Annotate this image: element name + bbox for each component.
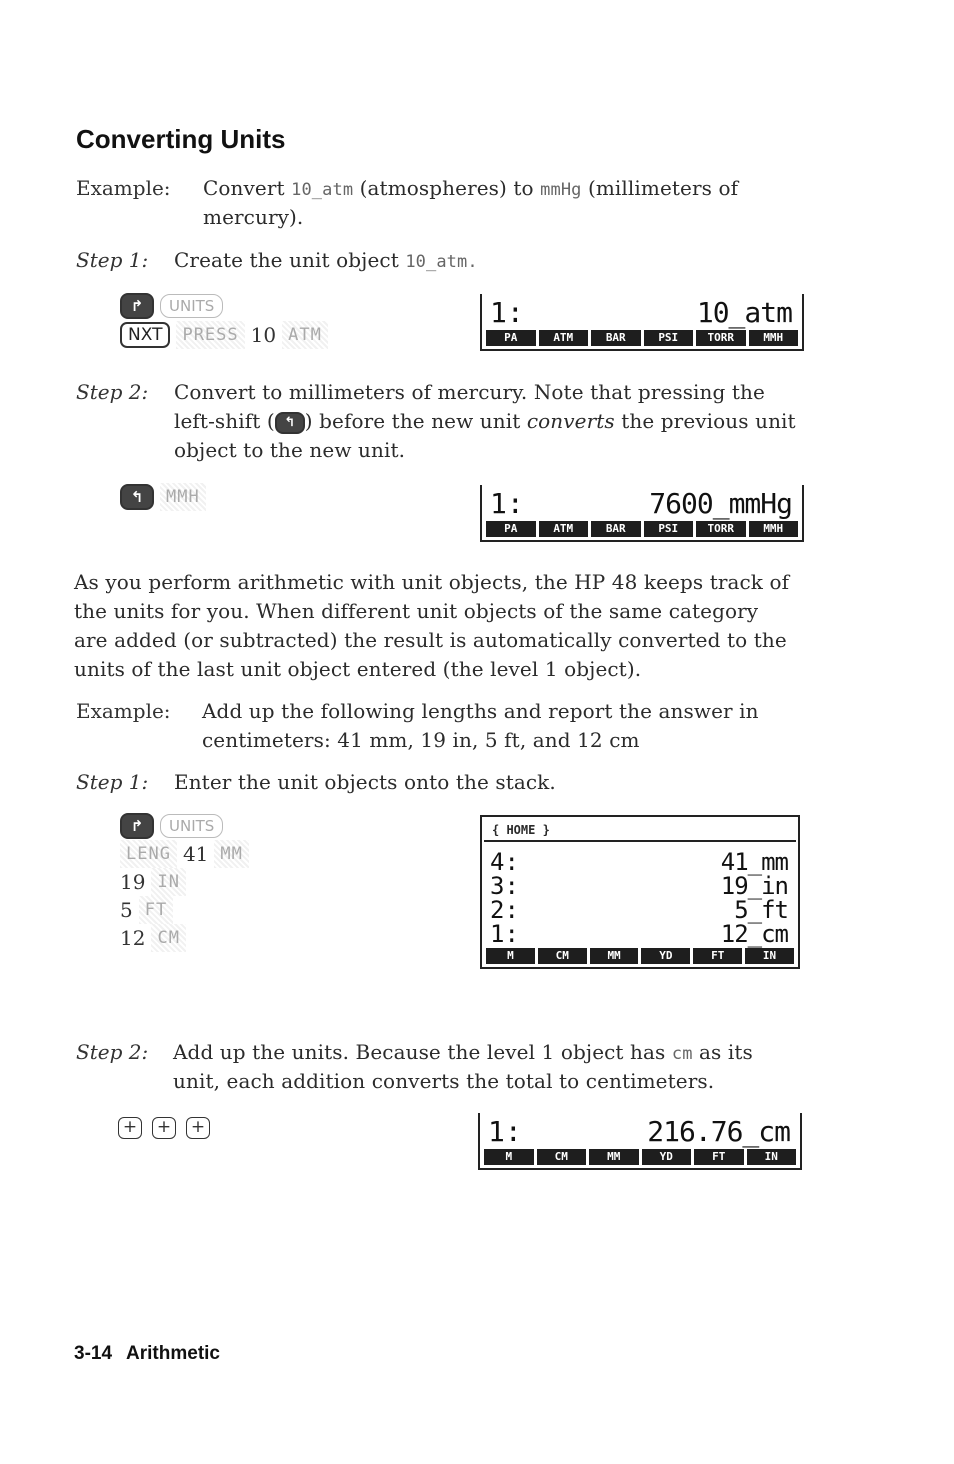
keystroke-line xyxy=(120,483,206,511)
calculator-display xyxy=(480,485,804,542)
stack-level-label: 1: xyxy=(488,1115,522,1148)
step-text-line2 xyxy=(174,407,796,436)
step-text-a: Create the unit object xyxy=(174,248,399,272)
keystroke-line xyxy=(118,1117,214,1139)
stack-level-1 xyxy=(482,485,802,521)
unit-object-10-atm: 10_atm xyxy=(291,180,354,200)
menu-cell[interactable]: ATM xyxy=(539,521,589,537)
step-text-a: left-shift ( xyxy=(174,409,275,433)
stack-value: 41_mm xyxy=(720,848,788,876)
units-menu-key[interactable]: UNITS xyxy=(160,814,223,838)
press-softkey[interactable]: PRESS xyxy=(176,321,244,349)
stack-level-label: 1: xyxy=(490,920,519,948)
unit-object-cm: cm xyxy=(671,1044,693,1064)
example-text-line1: Add up the following lengths and report the answer in xyxy=(202,699,759,723)
example-text-line2: centimeters: 41 mm, 19 in, 5 ft, and 12 cm xyxy=(202,728,640,752)
example-text-a: Convert xyxy=(203,176,285,200)
number-entry: 10 xyxy=(250,323,277,347)
step-text-line2: unit, each addition converts the total to centimeters. xyxy=(173,1069,715,1093)
step-text-b: as its xyxy=(699,1040,753,1064)
right-shift-key-icon[interactable]: ↱ xyxy=(120,293,154,319)
menu-cell[interactable]: BAR xyxy=(591,330,641,346)
calculator-display xyxy=(480,294,804,351)
plus-key[interactable]: + xyxy=(186,1117,210,1139)
keystroke-line xyxy=(120,924,186,952)
example-text xyxy=(203,174,738,205)
menu-bar xyxy=(482,521,802,540)
step-text-line1 xyxy=(173,1038,753,1069)
keystroke-line xyxy=(120,321,328,349)
right-shift-key-icon[interactable]: ↱ xyxy=(120,813,154,839)
stack-level-label: 4: xyxy=(490,848,519,876)
step-text-b: ) before the new unit xyxy=(304,409,521,433)
stack-level-label: 2: xyxy=(490,896,519,924)
stack-value: 12_cm xyxy=(720,920,788,948)
stack-value: 7600_mmHg xyxy=(649,487,792,520)
menu-cell[interactable]: M xyxy=(484,1149,534,1165)
stack-value: 5_ft xyxy=(734,896,788,924)
plus-key[interactable]: + xyxy=(152,1117,176,1139)
menu-cell[interactable]: MM xyxy=(589,1149,639,1165)
mm-softkey[interactable]: MM xyxy=(214,840,248,868)
left-shift-key-icon[interactable]: ↰ xyxy=(120,484,154,510)
menu-cell[interactable]: FT xyxy=(694,1149,744,1165)
step-label: Step 2: xyxy=(76,1040,149,1064)
calculator-display xyxy=(480,815,800,969)
menu-cell[interactable]: YD xyxy=(641,948,690,964)
number-entry: 19 xyxy=(120,870,146,894)
menu-bar xyxy=(480,1149,800,1168)
paragraph-line: the units for you. When different unit objects of the same category xyxy=(74,599,759,623)
example-label: Example: xyxy=(76,699,171,723)
page-number: 3-14 xyxy=(74,1343,113,1364)
in-softkey[interactable]: IN xyxy=(151,868,185,896)
menu-cell[interactable]: PSI xyxy=(644,330,694,346)
atm-softkey[interactable]: ATM xyxy=(282,321,328,349)
menu-cell[interactable]: PA xyxy=(486,521,536,537)
cm-softkey[interactable]: CM xyxy=(151,924,185,952)
paragraph-line: are added (or subtracted) the result is automatically converted to the xyxy=(74,628,787,652)
step-text-a: Add up the units. Because the level 1 object has xyxy=(173,1040,666,1064)
section-heading: Converting Units xyxy=(76,124,286,154)
menu-cell[interactable]: M xyxy=(486,948,535,964)
stack-value: 10_atm xyxy=(696,296,792,329)
menu-cell[interactable]: BAR xyxy=(591,521,641,537)
plus-key[interactable]: + xyxy=(118,1117,142,1139)
keystroke-line xyxy=(120,293,223,319)
step-text-line1: Convert to millimeters of mercury. Note that pressing the xyxy=(174,380,765,404)
menu-cell[interactable]: PSI xyxy=(644,521,694,537)
menu-cell[interactable]: YD xyxy=(642,1149,692,1165)
step-label: Step 2: xyxy=(76,380,149,404)
step-text xyxy=(174,246,478,277)
menu-cell[interactable]: MM xyxy=(590,948,639,964)
menu-bar xyxy=(482,330,802,349)
number-entry: 5 xyxy=(120,898,133,922)
stack-level-label: 1: xyxy=(490,296,524,329)
unit-object-mmhg: mmHg xyxy=(540,180,582,200)
left-shift-key-icon: ↰ xyxy=(275,412,305,434)
calculator-display xyxy=(478,1113,802,1170)
menu-cell[interactable]: CM xyxy=(537,1149,587,1165)
keystroke-line xyxy=(120,896,173,924)
stack-level-2 xyxy=(482,896,798,924)
paragraph-line: As you perform arithmetic with unit objects, the HP 48 keeps track of xyxy=(74,570,790,594)
stack-level-1 xyxy=(482,920,798,948)
example-label: Example: xyxy=(76,176,171,200)
menu-cell[interactable]: IN xyxy=(745,948,794,964)
stack-level-4 xyxy=(482,848,798,876)
menu-cell[interactable]: MMH xyxy=(749,521,799,537)
keystroke-line xyxy=(120,840,249,868)
menu-cell[interactable]: PA xyxy=(486,330,536,346)
menu-cell[interactable]: TORR xyxy=(696,330,746,346)
step-text: Enter the unit objects onto the stack. xyxy=(174,770,556,794)
ft-softkey[interactable]: FT xyxy=(139,896,173,924)
stack-level-1 xyxy=(480,1113,800,1149)
menu-cell[interactable]: TORR xyxy=(696,521,746,537)
menu-cell[interactable]: FT xyxy=(693,948,742,964)
stack-value: 216.76_cm xyxy=(647,1115,790,1148)
page-footer xyxy=(74,1343,220,1365)
nxt-key[interactable]: NXT xyxy=(120,322,170,348)
stack-value: 19_in xyxy=(720,872,788,900)
paragraph-line: units of the last unit object entered (the level 1 object). xyxy=(74,657,642,681)
stack-level-label: 3: xyxy=(490,872,519,900)
stack-level-3 xyxy=(482,872,798,900)
keystroke-line xyxy=(120,868,186,896)
stack-level-label: 1: xyxy=(490,487,524,520)
step-label: Step 1: xyxy=(76,248,149,272)
menu-cell[interactable]: CM xyxy=(538,948,587,964)
step-label: Step 1: xyxy=(76,770,149,794)
chapter-title: Arithmetic xyxy=(126,1343,220,1364)
menu-cell[interactable]: IN xyxy=(747,1149,797,1165)
mmh-softkey[interactable]: MMH xyxy=(160,483,206,511)
leng-softkey[interactable]: LENG xyxy=(120,840,177,868)
menu-cell[interactable]: MMH xyxy=(749,330,799,346)
unit-object-10-atm: 10_atm. xyxy=(405,252,478,272)
directory-header: { HOME } xyxy=(484,817,796,842)
menu-cell[interactable]: ATM xyxy=(539,330,589,346)
keystroke-line xyxy=(120,813,223,839)
number-entry: 41 xyxy=(182,842,209,866)
number-entry: 12 xyxy=(120,926,146,950)
example-text-c: (millimeters of xyxy=(587,176,739,200)
example-text-b: (atmospheres) to xyxy=(359,176,534,200)
example-text-line2: mercury). xyxy=(203,205,304,229)
emphasis-converts: converts xyxy=(526,409,615,433)
units-menu-key[interactable]: UNITS xyxy=(160,294,223,318)
step-text-line3: object to the new unit. xyxy=(174,438,406,462)
step-text-c: the previous unit xyxy=(621,409,796,433)
stack-level-1 xyxy=(482,294,802,330)
